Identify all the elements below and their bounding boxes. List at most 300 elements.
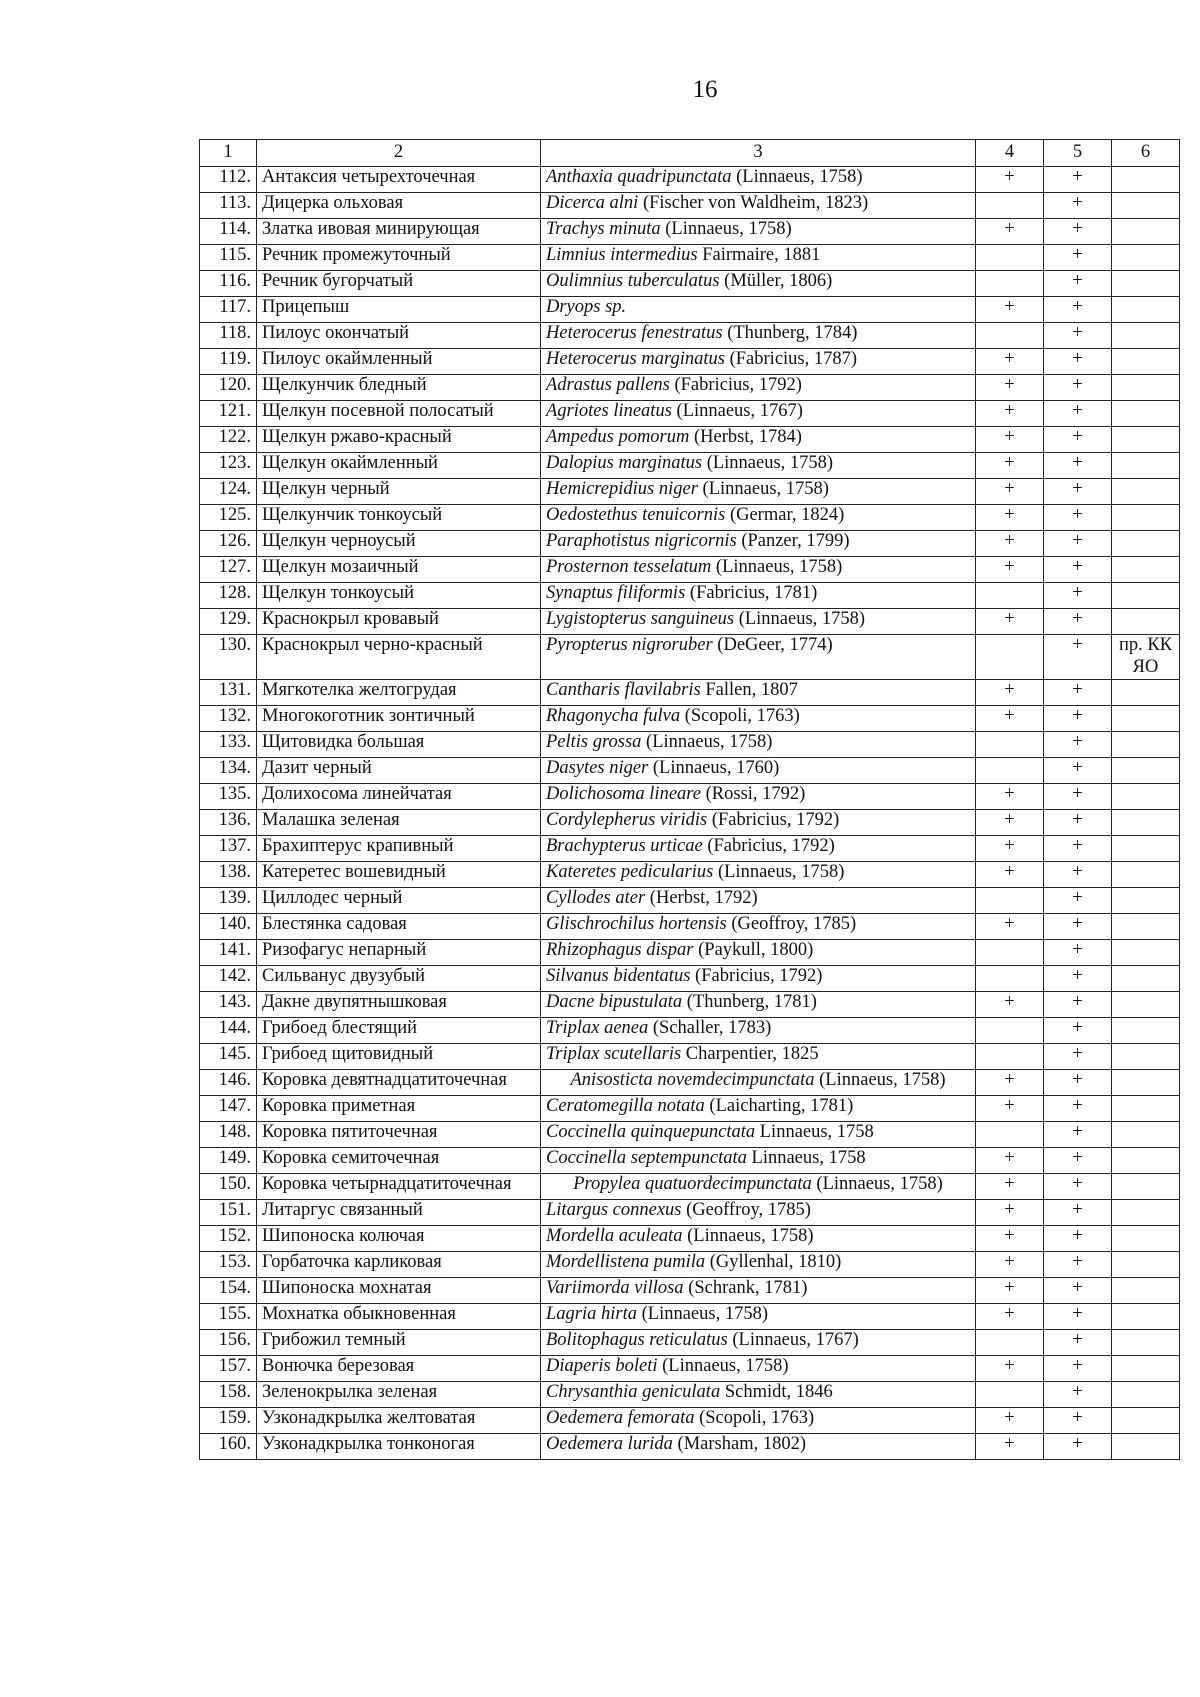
mark-col-4: + — [976, 783, 1044, 809]
mark-col-4: + — [976, 505, 1044, 531]
table-row — [200, 401, 1180, 427]
mark-col-4: + — [976, 557, 1044, 583]
latin-name: Silvanus bidentatus — [546, 965, 691, 986]
table-row — [200, 939, 1180, 965]
mark-col-5: + — [1044, 835, 1112, 861]
row-number: 136. — [200, 809, 257, 835]
mark-col-4: + — [976, 479, 1044, 505]
latin-name: Trachys minuta — [546, 219, 661, 239]
table-row — [200, 1329, 1180, 1355]
mark-col-5: + — [1044, 1173, 1112, 1199]
mark-col-5: + — [1044, 349, 1112, 375]
table-row — [200, 913, 1180, 939]
table-row — [200, 1225, 1180, 1251]
mark-col-6 — [1112, 1277, 1180, 1303]
author-year: (Linnaeus, 1758) — [660, 219, 792, 239]
latin-name: Diaperis boleti — [546, 1355, 658, 1376]
mark-col-5: + — [1044, 731, 1112, 757]
mark-col-6 — [1112, 1147, 1180, 1173]
row-number: 113. — [200, 193, 257, 219]
mark-col-6 — [1112, 531, 1180, 557]
author-year: (Linnaeus, 1767) — [671, 401, 803, 421]
mark-col-4 — [976, 939, 1044, 965]
mark-col-4: + — [976, 705, 1044, 731]
mark-col-5: + — [1044, 1121, 1112, 1147]
mark-col-4 — [976, 193, 1044, 219]
mark-col-6 — [1112, 297, 1180, 323]
row-number: 134. — [200, 757, 257, 783]
latin-name-cell — [541, 1199, 976, 1225]
latin-name: Hemicrepidius niger — [546, 479, 698, 499]
mark-col-6 — [1112, 1381, 1180, 1407]
mark-col-6 — [1112, 401, 1180, 427]
latin-name: Heterocerus marginatus — [546, 349, 725, 369]
latin-name: Prosternon tesselatum — [546, 557, 712, 577]
russian-name: Антаксия четырехточечная — [257, 167, 541, 193]
mark-col-5: + — [1044, 219, 1112, 245]
table-body — [200, 167, 1180, 1460]
row-number: 153. — [200, 1251, 257, 1277]
mark-col-5: + — [1044, 583, 1112, 609]
mark-col-4: + — [976, 861, 1044, 887]
mark-col-5: + — [1044, 965, 1112, 991]
table-row — [200, 375, 1180, 401]
latin-name-cell — [541, 1277, 976, 1303]
mark-col-6 — [1112, 609, 1180, 635]
russian-name: Грибожил темный — [257, 1329, 541, 1355]
mark-col-5: + — [1044, 297, 1112, 323]
latin-name-cell — [541, 835, 976, 861]
table-row — [200, 167, 1180, 193]
author-year: (Linnaeus, 1760) — [648, 757, 780, 778]
author-year: (Laicharting, 1781) — [704, 1095, 854, 1116]
mark-col-4: + — [976, 453, 1044, 479]
mark-col-5: + — [1044, 705, 1112, 731]
latin-name: Peltis grossa — [546, 731, 642, 752]
header-col-4: 4 — [976, 140, 1044, 167]
mark-col-4: + — [976, 609, 1044, 635]
author-year: (Müller, 1806) — [719, 271, 833, 291]
mark-col-6 — [1112, 1433, 1180, 1459]
latin-name-cell — [541, 271, 976, 297]
russian-name: Пилоус окаймленный — [257, 349, 541, 375]
mark-col-4: + — [976, 809, 1044, 835]
latin-name-cell — [541, 965, 976, 991]
row-number: 139. — [200, 887, 257, 913]
latin-name: Cyllodes ater — [546, 887, 646, 908]
russian-name: Мягкотелка желтогрудая — [257, 679, 541, 705]
mark-col-4 — [976, 583, 1044, 609]
mark-col-4 — [976, 757, 1044, 783]
author-year: (Linnaeus, 1758) — [682, 1225, 814, 1246]
author-year: Fairmaire, 1881 — [697, 245, 821, 265]
russian-name: Дазит черный — [257, 757, 541, 783]
latin-name-cell — [541, 1095, 976, 1121]
author-year: (Fabricius, 1792) — [690, 965, 823, 986]
author-year: (Linnaeus, 1758) — [711, 557, 843, 577]
row-number: 125. — [200, 505, 257, 531]
table-row — [200, 809, 1180, 835]
russian-name: Коровка девятнадцатиточечная — [257, 1069, 541, 1095]
mark-col-4 — [976, 731, 1044, 757]
latin-name-cell — [541, 479, 976, 505]
header-col-1: 1 — [200, 140, 257, 167]
russian-name: Мохнатка обыкновенная — [257, 1303, 541, 1329]
mark-col-4 — [976, 323, 1044, 349]
mark-col-6 — [1112, 1095, 1180, 1121]
table-row — [200, 609, 1180, 635]
author-year: (Linnaeus, 1758) — [657, 1355, 789, 1376]
author-year: (Linnaeus, 1758) — [811, 1173, 943, 1194]
mark-col-6 — [1112, 965, 1180, 991]
russian-name: Многокоготник зонтичный — [257, 705, 541, 731]
header-col-6: 6 — [1112, 140, 1180, 167]
row-number: 140. — [200, 913, 257, 939]
russian-name: Блестянка садовая — [257, 913, 541, 939]
mark-col-6 — [1112, 479, 1180, 505]
latin-name-cell — [541, 939, 976, 965]
mark-col-4 — [976, 965, 1044, 991]
row-number: 149. — [200, 1147, 257, 1173]
row-number: 160. — [200, 1433, 257, 1459]
latin-name: Dolichosoma lineare — [546, 783, 702, 804]
mark-col-5: + — [1044, 1407, 1112, 1433]
mark-col-5: + — [1044, 1303, 1112, 1329]
mark-col-6: пр. КК ЯО — [1112, 635, 1180, 680]
row-number: 115. — [200, 245, 257, 271]
table-row — [200, 1433, 1180, 1459]
latin-name: Cantharis flavilabris — [546, 679, 701, 700]
latin-name-cell — [541, 809, 976, 835]
mark-col-6 — [1112, 167, 1180, 193]
row-number: 124. — [200, 479, 257, 505]
russian-name: Вонючка березовая — [257, 1355, 541, 1381]
mark-col-4: + — [976, 1199, 1044, 1225]
mark-col-6 — [1112, 1199, 1180, 1225]
author-year: (Fabricius, 1792) — [707, 809, 840, 830]
latin-name-cell — [541, 427, 976, 453]
latin-name-cell — [541, 1043, 976, 1069]
mark-col-6 — [1112, 375, 1180, 401]
mark-col-6 — [1112, 1329, 1180, 1355]
author-year: (Fabricius, 1792) — [669, 375, 802, 395]
latin-name: Litargus connexus — [546, 1199, 682, 1220]
mark-col-6 — [1112, 453, 1180, 479]
latin-name-cell — [541, 323, 976, 349]
mark-col-6 — [1112, 1069, 1180, 1095]
table-row — [200, 679, 1180, 705]
table-row — [200, 219, 1180, 245]
row-number: 152. — [200, 1225, 257, 1251]
latin-name: Lagria hirta — [546, 1303, 637, 1324]
russian-name: Катеретес вошевидный — [257, 861, 541, 887]
author-year: Schmidt, 1846 — [720, 1381, 833, 1402]
russian-name: Горбаточка карликовая — [257, 1251, 541, 1277]
latin-name-cell — [541, 245, 976, 271]
latin-name-cell — [541, 583, 976, 609]
mark-col-5: + — [1044, 991, 1112, 1017]
table-row — [200, 1199, 1180, 1225]
header-col-3: 3 — [541, 140, 976, 167]
mark-col-5: + — [1044, 323, 1112, 349]
table-row — [200, 557, 1180, 583]
latin-name-cell — [541, 1121, 976, 1147]
latin-name-cell — [541, 1303, 976, 1329]
latin-name: Oedostethus tenuicornis — [546, 505, 726, 525]
row-number: 141. — [200, 939, 257, 965]
mark-col-6 — [1112, 809, 1180, 835]
row-number: 144. — [200, 1017, 257, 1043]
author-year: (Herbst, 1792) — [645, 887, 758, 908]
author-year: (Schrank, 1781) — [683, 1277, 808, 1298]
table-row — [200, 731, 1180, 757]
row-number: 146. — [200, 1069, 257, 1095]
latin-name-cell — [541, 193, 976, 219]
russian-name: Дицерка ольховая — [257, 193, 541, 219]
mark-col-4: + — [976, 913, 1044, 939]
mark-col-4 — [976, 271, 1044, 297]
author-year: (Linnaeus, 1767) — [727, 1329, 859, 1350]
mark-col-6 — [1112, 1173, 1180, 1199]
russian-name: Прицепыш — [257, 297, 541, 323]
author-year: (Herbst, 1784) — [689, 427, 802, 447]
russian-name: Зеленокрылка зеленая — [257, 1381, 541, 1407]
row-number: 147. — [200, 1095, 257, 1121]
mark-col-4: + — [976, 1147, 1044, 1173]
latin-name: Heterocerus fenestratus — [546, 323, 723, 343]
russian-name: Щелкун тонкоусый — [257, 583, 541, 609]
mark-col-6 — [1112, 219, 1180, 245]
table-row — [200, 1069, 1180, 1095]
latin-name-cell — [541, 1407, 976, 1433]
mark-col-5: + — [1044, 557, 1112, 583]
russian-name: Литаргус связанный — [257, 1199, 541, 1225]
latin-name: Rhizophagus dispar — [546, 939, 694, 960]
mark-col-5: + — [1044, 193, 1112, 219]
row-number: 118. — [200, 323, 257, 349]
table-row — [200, 1043, 1180, 1069]
latin-name-cell — [541, 861, 976, 887]
latin-name: Dalopius marginatus — [546, 453, 703, 473]
latin-name-cell — [541, 1355, 976, 1381]
author-year: (Scopoli, 1763) — [680, 705, 800, 726]
russian-name: Грибоед блестящий — [257, 1017, 541, 1043]
table-row — [200, 531, 1180, 557]
mark-col-4: + — [976, 1095, 1044, 1121]
author-year: (Fabricius, 1781) — [685, 583, 818, 603]
author-year: (Thunberg, 1781) — [682, 991, 817, 1012]
latin-name: Dasytes niger — [546, 757, 649, 778]
mark-col-4: + — [976, 531, 1044, 557]
latin-name: Anisosticta novemdecimpunctata — [570, 1069, 815, 1090]
table-row — [200, 1173, 1180, 1199]
header-col-5: 5 — [1044, 140, 1112, 167]
mark-col-4 — [976, 635, 1044, 680]
mark-col-5: + — [1044, 1199, 1112, 1225]
mark-col-6 — [1112, 1017, 1180, 1043]
latin-name-cell — [541, 401, 976, 427]
mark-col-5: + — [1044, 1069, 1112, 1095]
mark-col-5: + — [1044, 427, 1112, 453]
russian-name: Грибоед щитовидный — [257, 1043, 541, 1069]
russian-name: Коровка четырнадцатиточечная — [257, 1173, 541, 1199]
author-year: (Rossi, 1792) — [701, 783, 806, 804]
mark-col-6 — [1112, 887, 1180, 913]
latin-name: Triplax aenea — [546, 1017, 649, 1038]
table-row — [200, 271, 1180, 297]
mark-col-4: + — [976, 427, 1044, 453]
russian-name: Краснокрыл черно-красный — [257, 635, 541, 680]
table-row — [200, 757, 1180, 783]
latin-name: Agriotes lineatus — [546, 401, 672, 421]
latin-name: Lygistopterus sanguineus — [546, 609, 735, 629]
table-row — [200, 583, 1180, 609]
table-row — [200, 1095, 1180, 1121]
mark-col-5: + — [1044, 401, 1112, 427]
table-row — [200, 861, 1180, 887]
russian-name: Речник промежуточный — [257, 245, 541, 271]
mark-col-6 — [1112, 1303, 1180, 1329]
row-number: 117. — [200, 297, 257, 323]
author-year: (Germar, 1824) — [725, 505, 845, 525]
row-number: 120. — [200, 375, 257, 401]
russian-name: Щелкун черный — [257, 479, 541, 505]
mark-col-6 — [1112, 427, 1180, 453]
mark-col-4 — [976, 1381, 1044, 1407]
mark-col-4: + — [976, 679, 1044, 705]
mark-col-6 — [1112, 245, 1180, 271]
row-number: 150. — [200, 1173, 257, 1199]
latin-name: Oulimnius tuberculatus — [546, 271, 720, 291]
mark-col-6 — [1112, 913, 1180, 939]
mark-col-4: + — [976, 1355, 1044, 1381]
table-row — [200, 1355, 1180, 1381]
author-year: (Gyllenhal, 1810) — [705, 1251, 842, 1272]
mark-col-4: + — [976, 1251, 1044, 1277]
latin-name-cell — [541, 783, 976, 809]
row-number: 148. — [200, 1121, 257, 1147]
author-year: (Linnaeus, 1758) — [713, 861, 845, 882]
mark-col-6 — [1112, 1251, 1180, 1277]
latin-name-cell — [541, 219, 976, 245]
latin-name-cell — [541, 991, 976, 1017]
row-number: 128. — [200, 583, 257, 609]
mark-col-6 — [1112, 557, 1180, 583]
row-number: 132. — [200, 705, 257, 731]
table-row — [200, 1303, 1180, 1329]
mark-col-6 — [1112, 679, 1180, 705]
row-number: 112. — [200, 167, 257, 193]
mark-col-5: + — [1044, 783, 1112, 809]
table-row — [200, 1251, 1180, 1277]
mark-col-5: + — [1044, 271, 1112, 297]
mark-col-5: + — [1044, 609, 1112, 635]
row-number: 130. — [200, 635, 257, 680]
latin-name: Anthaxia quadripunctata — [546, 167, 732, 187]
species-table — [199, 139, 1180, 1460]
row-number: 126. — [200, 531, 257, 557]
table-row — [200, 965, 1180, 991]
latin-name: Chrysanthia geniculata — [546, 1381, 721, 1402]
mark-col-6 — [1112, 1121, 1180, 1147]
table-row — [200, 887, 1180, 913]
mark-col-4 — [976, 1121, 1044, 1147]
russian-name: Коровка пятиточечная — [257, 1121, 541, 1147]
latin-name: Oedemera femorata — [546, 1407, 695, 1428]
latin-name-cell — [541, 349, 976, 375]
table-row — [200, 505, 1180, 531]
table-row — [200, 323, 1180, 349]
row-number: 143. — [200, 991, 257, 1017]
mark-col-4 — [976, 1329, 1044, 1355]
row-number: 154. — [200, 1277, 257, 1303]
row-number: 159. — [200, 1407, 257, 1433]
author-year: (Linnaeus, 1758) — [814, 1069, 946, 1090]
mark-col-5: + — [1044, 861, 1112, 887]
table-row — [200, 835, 1180, 861]
author-year: (Paykull, 1800) — [693, 939, 814, 960]
mark-col-5: + — [1044, 375, 1112, 401]
mark-col-4 — [976, 1017, 1044, 1043]
author-year: Charpentier, 1825 — [681, 1043, 819, 1064]
latin-name-cell — [541, 635, 976, 680]
row-number: 121. — [200, 401, 257, 427]
author-year: (Geoffroy, 1785) — [726, 913, 857, 934]
table-row — [200, 635, 1180, 680]
latin-name: Mordellistena pumila — [546, 1251, 706, 1272]
mark-col-5: + — [1044, 505, 1112, 531]
row-number: 127. — [200, 557, 257, 583]
russian-name: Щелкунчик бледный — [257, 375, 541, 401]
mark-col-5: + — [1044, 913, 1112, 939]
russian-name: Брахиптерус крапивный — [257, 835, 541, 861]
mark-col-4 — [976, 887, 1044, 913]
latin-name: Pyropterus nigroruber — [546, 635, 713, 655]
latin-name: Paraphotistus nigricornis — [546, 531, 737, 551]
russian-name: Малашка зеленая — [257, 809, 541, 835]
russian-name: Щитовидка большая — [257, 731, 541, 757]
mark-col-4: + — [976, 1277, 1044, 1303]
table-row — [200, 245, 1180, 271]
latin-name: Cordylepherus viridis — [546, 809, 708, 830]
mark-col-4 — [976, 245, 1044, 271]
author-year: (Thunberg, 1784) — [722, 323, 858, 343]
latin-name-cell — [541, 557, 976, 583]
table-row — [200, 705, 1180, 731]
mark-col-5: + — [1044, 809, 1112, 835]
table-row — [200, 1017, 1180, 1043]
row-number: 156. — [200, 1329, 257, 1355]
table-row — [200, 1121, 1180, 1147]
latin-name: Mordella aculeata — [546, 1225, 683, 1246]
latin-name: Ampedus pomorum — [546, 427, 690, 447]
latin-name-cell — [541, 887, 976, 913]
mark-col-6 — [1112, 1043, 1180, 1069]
mark-col-6 — [1112, 349, 1180, 375]
row-number: 133. — [200, 731, 257, 757]
latin-name-cell — [541, 505, 976, 531]
mark-col-5: + — [1044, 635, 1112, 680]
mark-col-6 — [1112, 835, 1180, 861]
mark-col-5: + — [1044, 1251, 1112, 1277]
mark-col-5: + — [1044, 479, 1112, 505]
author-year: (Linnaeus, 1758) — [697, 479, 829, 499]
latin-name: Brachypterus urticae — [546, 835, 703, 856]
russian-name: Пилоус окончатый — [257, 323, 541, 349]
row-number: 123. — [200, 453, 257, 479]
latin-name: Bolitophagus reticulatus — [546, 1329, 728, 1350]
russian-name: Щелкун окаймленный — [257, 453, 541, 479]
